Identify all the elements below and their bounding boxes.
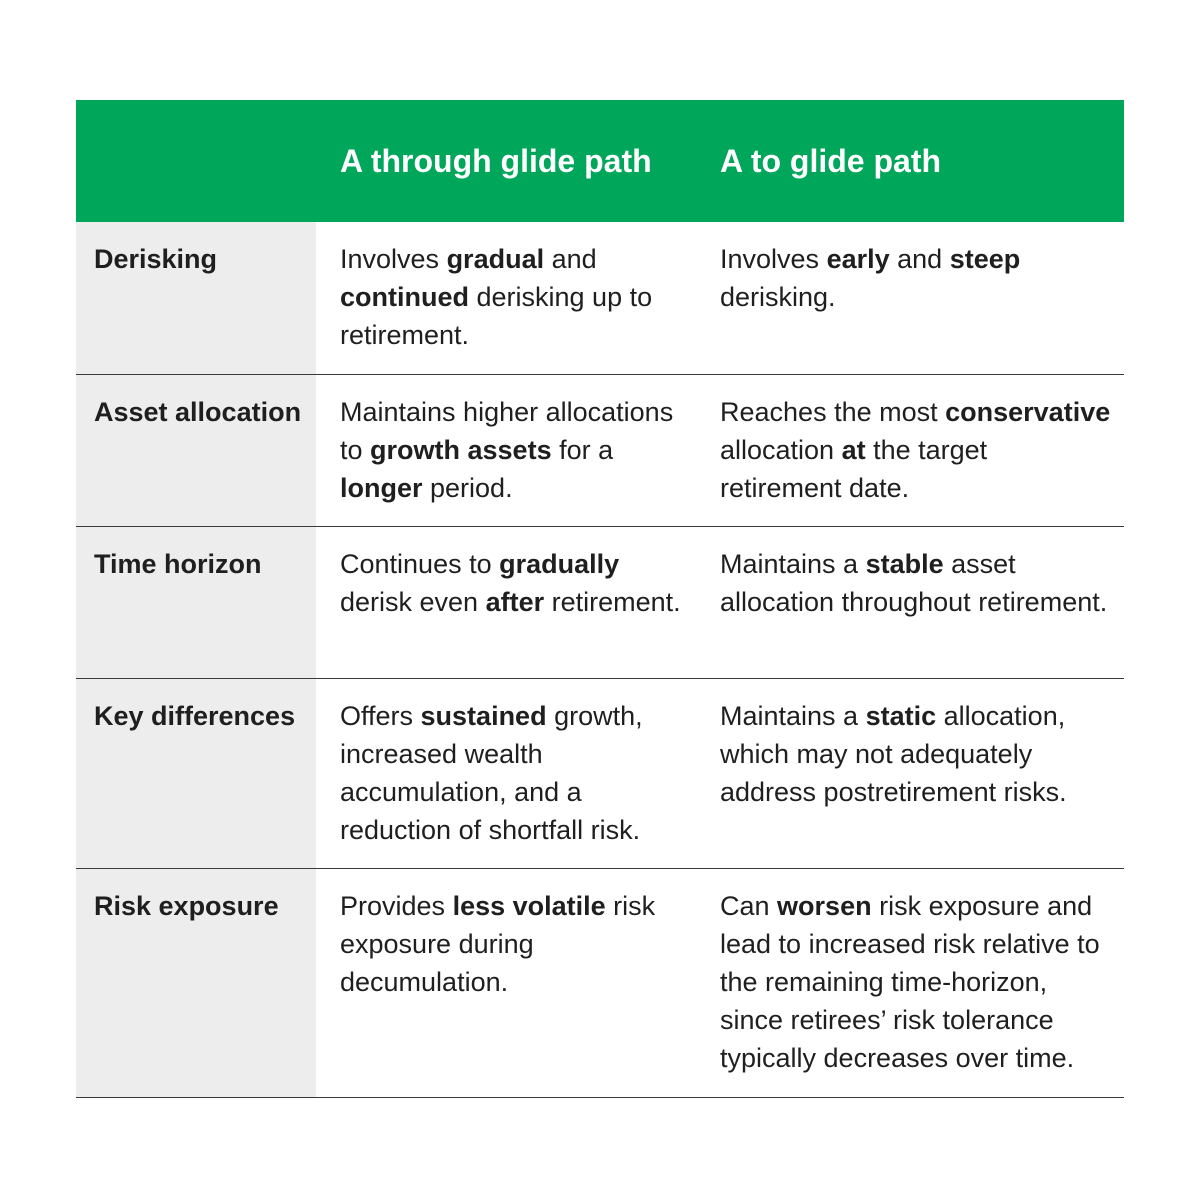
body-text: Maintains a	[720, 549, 866, 579]
body-text: Provides	[340, 891, 453, 921]
through-cell	[316, 222, 696, 375]
emphasis-text: continued	[340, 282, 469, 312]
body-text: Can	[720, 891, 778, 921]
table-row	[76, 869, 1124, 1098]
through-cell	[316, 527, 696, 679]
body-text: Maintains higher allocations to	[340, 397, 674, 465]
body-text: and	[889, 244, 950, 274]
body-text: Continues to	[340, 549, 500, 579]
body-text: and	[544, 244, 597, 274]
comparison-table	[76, 100, 1124, 1098]
body-text: allocation	[720, 435, 842, 465]
body-text: derisking.	[720, 282, 836, 312]
to-cell	[696, 869, 1124, 1098]
emphasis-text: sustained	[420, 701, 547, 731]
header-through-glide-path: A through glide path	[340, 143, 652, 179]
to-cell	[696, 375, 1124, 527]
emphasis-text: after	[485, 587, 545, 617]
body-text: growth, increased wealth accumulation, and a reduction of shortfall risk.	[340, 701, 643, 845]
emphasis-text: stable	[865, 549, 944, 579]
emphasis-text: longer	[340, 473, 423, 503]
body-text: Maintains a	[720, 701, 866, 731]
body-text: Offers	[340, 701, 421, 731]
emphasis-text: static	[865, 701, 937, 731]
through-cell	[316, 679, 696, 869]
emphasis-text: gradually	[499, 549, 620, 579]
row-label: Derisking	[76, 222, 316, 375]
emphasis-text: worsen	[777, 891, 872, 921]
body-text: for a	[551, 435, 614, 465]
through-cell	[316, 375, 696, 527]
row-label: Risk exposure	[76, 869, 316, 1098]
table-row	[76, 222, 1124, 375]
body-text: retirement.	[544, 587, 681, 617]
body-text: derisk even	[340, 587, 486, 617]
through-cell	[316, 869, 696, 1098]
body-text: Involves	[340, 244, 447, 274]
body-text: asset allocation throughout retirement.	[720, 549, 1108, 617]
row-label: Asset allocation	[76, 375, 316, 527]
body-text: derisking up to retirement.	[340, 282, 653, 350]
table-row	[76, 679, 1124, 869]
emphasis-text: conservative	[945, 397, 1111, 427]
body-text: Involves	[720, 244, 827, 274]
row-label: Time horizon	[76, 527, 316, 679]
emphasis-text: less volatile	[452, 891, 606, 921]
to-cell	[696, 679, 1124, 869]
table-row	[76, 527, 1124, 679]
to-cell	[696, 222, 1124, 375]
emphasis-text: growth assets	[370, 435, 552, 465]
emphasis-text: early	[826, 244, 890, 274]
emphasis-text: gradual	[446, 244, 545, 274]
body-text: period.	[422, 473, 513, 503]
to-cell	[696, 527, 1124, 679]
body-text: risk exposure during decumulation.	[340, 891, 656, 997]
row-label: Key differences	[76, 679, 316, 869]
table-header	[76, 100, 1124, 222]
emphasis-text: at	[841, 435, 866, 465]
body-text: risk exposure and lead to increased risk relative to the remaining time-horizon, since retirees’ risk tolerance typically decreases over time.	[720, 891, 1100, 1073]
header-to-glide-path: A to glide path	[720, 143, 942, 179]
body-text: the target retirement date.	[720, 435, 988, 503]
emphasis-text: steep	[949, 244, 1021, 274]
header-corner	[76, 100, 316, 222]
body-text: allocation, which may not adequately address postretirement risks.	[720, 701, 1067, 807]
body-text: Reaches the most	[720, 397, 946, 427]
table-row	[76, 375, 1124, 527]
